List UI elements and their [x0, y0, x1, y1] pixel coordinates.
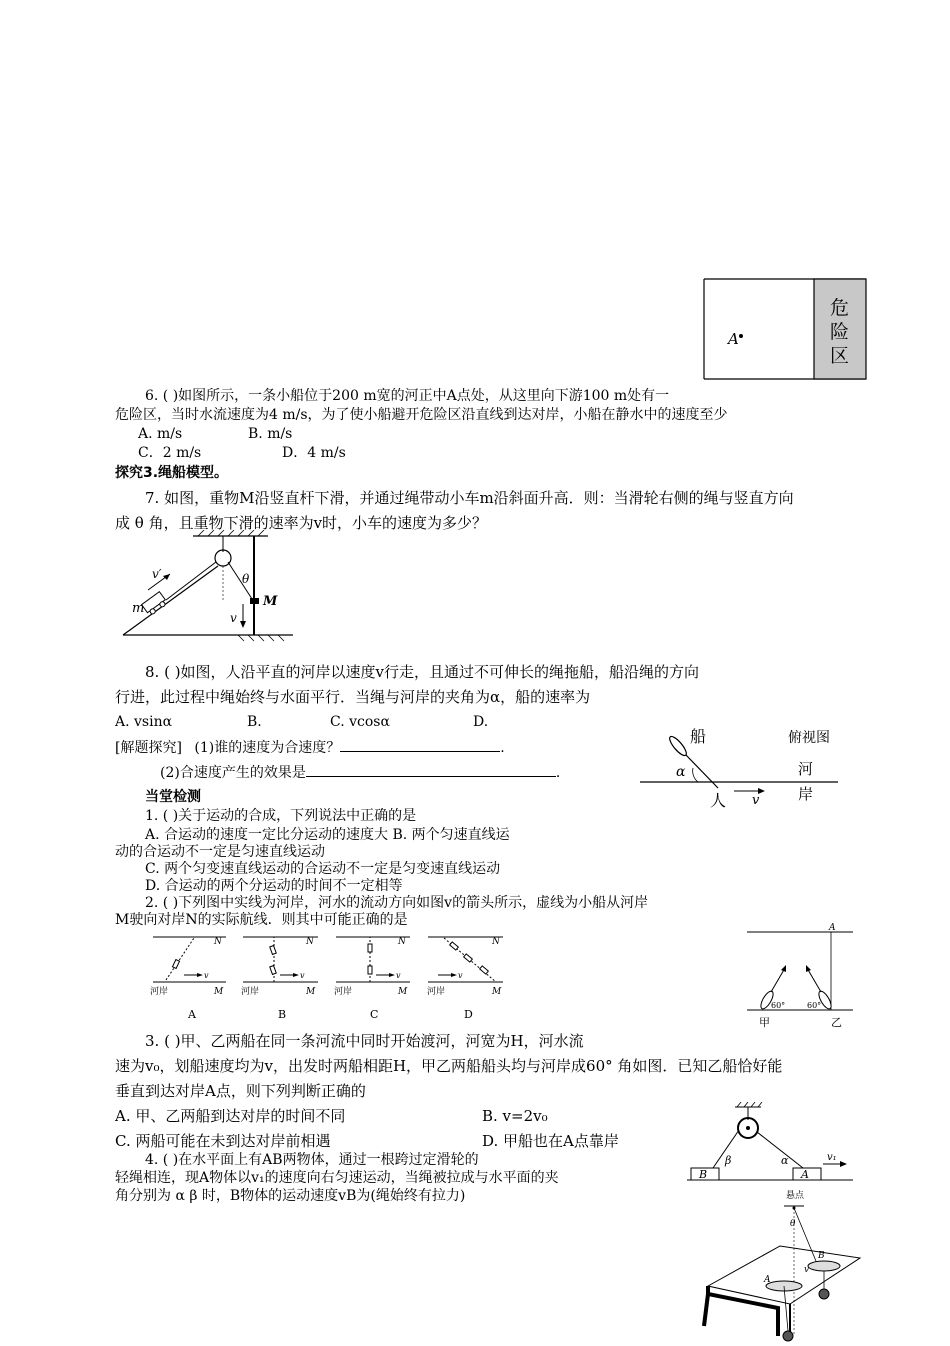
label-boat: 船 — [690, 727, 707, 746]
figure-c2-panels — [148, 930, 518, 1022]
answer-blank-1[interactable] — [340, 737, 500, 752]
q8-option-a: A. vsinα — [115, 714, 173, 730]
q8-explore-label: [解题探究] — [115, 740, 182, 756]
c1-line-1: 1. ( )关于运动的合成，下列说法中正确的是 — [145, 808, 417, 824]
c3-option-b: B. v=2v₀ — [482, 1107, 548, 1125]
point-a-label: A — [728, 330, 739, 348]
panel-d-bank: 河岸 — [427, 987, 446, 997]
figure-q7-incline — [118, 530, 298, 642]
q8-option-b: B. — [247, 714, 262, 730]
q7-line-1: 7. 如图，重物M沿竖直杆下滑，并通过绳带动小车m沿斜面升高．则：当滑轮右侧的绳与竖直方向 — [145, 489, 794, 507]
c4-line-1: 4. ( )在水平面上有AB两物体，通过一根跨过定滑轮的 — [145, 1152, 479, 1168]
label-angle-1: 60° — [771, 1001, 786, 1010]
panel-d — [427, 937, 503, 1021]
label-a: A — [829, 923, 836, 933]
label-beta: β — [725, 1154, 732, 1167]
c3-option-a: A. 甲、乙两船到达对岸的时间不同 — [115, 1107, 346, 1125]
c3-line-1: 3. ( )甲、乙两船在同一条河流中同时开始渡河，河宽为H，河水流 — [145, 1032, 584, 1050]
panel-d-letter: D — [464, 1008, 473, 1021]
c3-option-c: C. 两船可能在未到达对岸前相遇 — [115, 1132, 331, 1150]
panel-a-m: M — [214, 987, 224, 997]
section-3-title: 探究3.绳船模型。 — [115, 465, 229, 481]
label-m-small: m — [132, 601, 145, 616]
panel-d-n: N — [492, 937, 500, 947]
label-angle-2: 60° — [807, 1001, 822, 1010]
panel-b — [241, 937, 318, 1021]
table-pendulum-diagram — [700, 1186, 870, 1342]
label-theta: θ — [242, 572, 250, 586]
q8-explore-q2: (2)合速度产生的效果是 — [160, 765, 306, 781]
panel-a-n: N — [214, 937, 222, 947]
q6-option-a: A. m/s — [138, 426, 183, 442]
c2-line-2: M驶向对岸N的实际航线．则其中可能正确的是 — [115, 912, 408, 928]
figure-c3-two-boats — [745, 922, 855, 1034]
c4-line-3: 角分别为 α β 时，B物体的运动速度vB为(绳始终有拉力) — [115, 1188, 466, 1204]
panel-c-letter: C — [370, 1008, 379, 1021]
figure-q8-boat — [638, 722, 848, 814]
q6-line-1: 6. ( )如图所示，一条小船位于200 m宽的河正中A点处，从这里向下游100 m处有一 — [145, 388, 670, 404]
label-v1: v₁ — [827, 1152, 837, 1163]
panel-a-bank: 河岸 — [150, 987, 169, 997]
disk-b-icon — [808, 1261, 840, 1271]
danger-label-2: 险 — [830, 321, 850, 343]
label-b-bottom: B — [818, 1251, 825, 1261]
panel-a-v: v — [204, 971, 209, 980]
q8-explore-2 — [160, 762, 560, 783]
c3-line-2: 速为v₀，划船速度均为v，出发时两船相距H，甲乙两船船头均与河岸成60° 角如图．已知乙船恰好能 — [115, 1057, 783, 1075]
two-boats-diagram — [745, 922, 855, 1034]
c3-line-3: 垂直到达对岸A点，则下列判断正确的 — [115, 1082, 366, 1100]
panel-c-m: M — [398, 987, 408, 997]
q6-line-2: 危险区，当时水流速度为4 m/s，为了使小船避开危险区沿直线到达对岸，小船在静水中的速度至少 — [115, 407, 728, 423]
panel-c-v: v — [396, 971, 401, 980]
figure-table-pendulum — [700, 1186, 870, 1342]
label-river: 河 — [798, 760, 814, 778]
label-jia: 甲 — [759, 1016, 770, 1029]
answer-blank-2[interactable] — [306, 762, 556, 777]
label-yi: 乙 — [831, 1016, 842, 1029]
label-alpha: α — [676, 764, 686, 780]
danger-label-1: 危 — [830, 297, 850, 319]
point-a-dot — [739, 334, 743, 338]
label-v: v — [230, 611, 237, 625]
panel-c-n: N — [398, 937, 406, 947]
q8-explore — [115, 737, 505, 758]
four-panel-diagram — [148, 930, 518, 1022]
c2-line-1: 2. ( )下列图中实线为河岸，河水的流动方向如图v的箭头所示，虚线为小船从河岸 — [145, 895, 649, 911]
c1-line-4: C. 两个匀变速直线运动的合运动不一定是匀变速直线运动 — [145, 861, 501, 877]
c4-line-2: 轻绳相连，现A物体以v₁的速度向右匀速运动，当绳被拉成与水平面的夹 — [115, 1170, 559, 1186]
q8-option-c: C. vcosα — [330, 714, 390, 730]
cart-icon — [142, 592, 168, 617]
panel-d-m: M — [492, 987, 502, 997]
ball-2-icon — [783, 1331, 793, 1341]
label-b: B — [699, 1168, 708, 1181]
q8-option-d: D. — [473, 714, 489, 730]
period-1: . — [500, 740, 505, 756]
label-v-prime: v′ — [152, 567, 162, 581]
boat-towing-diagram — [638, 722, 848, 814]
label-bank: 岸 — [798, 785, 814, 803]
q8-line-1: 8. ( )如图，人沿平直的河岸以速度v行走，且通过不可伸长的绳拖船，船沿绳的方向 — [145, 663, 700, 681]
panel-b-bank: 河岸 — [241, 987, 260, 997]
panel-b-n: N — [306, 937, 314, 947]
label-m-big: M — [263, 594, 278, 609]
panel-a — [150, 937, 226, 1021]
period-2: . — [555, 765, 561, 781]
panel-b-v: v — [300, 971, 305, 980]
q6-option-c: C．2 m/s — [138, 445, 202, 461]
block-m-icon — [250, 598, 259, 604]
panel-c — [334, 937, 410, 1021]
label-pivot: 悬点 — [786, 1191, 805, 1201]
boat-icon — [667, 734, 689, 758]
q8-explore-q1: (1)谁的速度为合速度？ — [194, 740, 341, 756]
label-a-c4: A — [801, 1168, 809, 1181]
figure-c4-pulley — [685, 1102, 855, 1186]
c3-option-d: D. 甲船也在A点靠岸 — [482, 1132, 619, 1150]
panel-a-letter: A — [188, 1008, 196, 1021]
q6-option-b: B. m/s — [248, 426, 293, 442]
label-theta-bottom: θ — [790, 1219, 796, 1229]
incline-pulley-diagram — [118, 530, 298, 642]
ball-icon — [819, 1289, 829, 1299]
c1-line-2: A. 合运动的速度一定比分运动的速度大 B. 两个匀速直线运 — [145, 827, 510, 843]
label-person: 人 — [710, 791, 727, 810]
c1-line-5: D. 合运动的两个分运动的时间不一定相等 — [145, 878, 403, 894]
pulley-blocks-diagram — [685, 1102, 855, 1186]
label-v-bottom: v — [804, 1265, 810, 1275]
panel-c-bank: 河岸 — [334, 987, 353, 997]
label-alpha-c4: α — [781, 1154, 789, 1167]
label-a-bottom: A — [764, 1275, 771, 1285]
c1-line-3: 动的合运动不一定是匀速直线运动 — [115, 844, 325, 860]
panel-b-letter: B — [278, 1008, 287, 1021]
panel-b-m: M — [306, 987, 316, 997]
label-v-q8: v — [752, 793, 760, 808]
label-top-view: 俯视图 — [788, 730, 830, 746]
panel-d-v: v — [458, 971, 463, 980]
river-diagram — [700, 276, 870, 384]
danger-label-3: 区 — [830, 345, 850, 367]
check-section-title: 当堂检测 — [145, 789, 201, 805]
q8-line-2: 行进，此过程中绳始终与水面平行．当绳与河岸的夹角为α，船的速率为 — [115, 688, 591, 706]
figure-river-danger-zone — [700, 276, 870, 384]
q6-option-d: D．4 m/s — [282, 445, 346, 461]
q7-line-2: 成 θ 角，且重物下滑的速率为v时，小车的速度为多少？ — [115, 514, 488, 532]
